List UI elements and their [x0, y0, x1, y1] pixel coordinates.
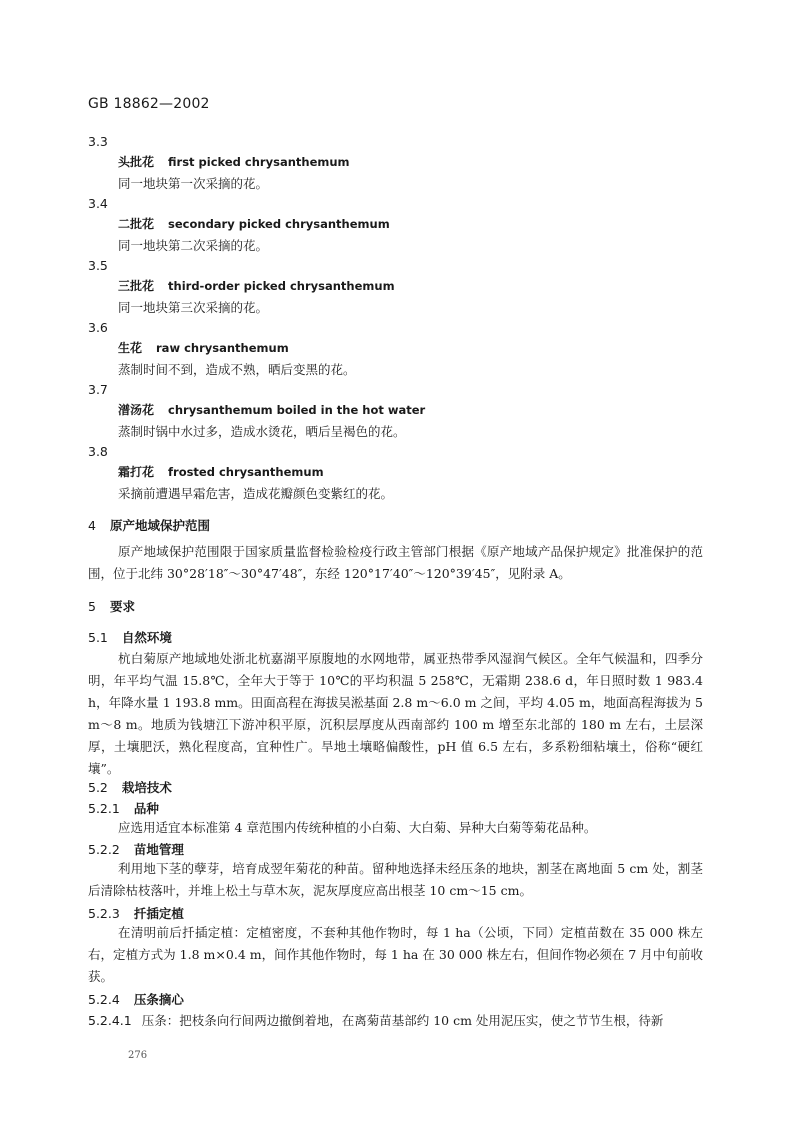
term-number: 3.6 [88, 320, 108, 335]
subsection-paragraph: 杭白菊原产地域地处浙北杭嘉湖平原腹地的水网地带，属亚热带季风湿润气候区。全年气候温和，四季分明，年平均气温 15.8℃，全年大于等于 10℃的平均积温 5 258℃，无霜期 238.6 d，年日照时数 1 983.4 h，年降水量 1 193.8 mm。田面高程在海拔吴淞基面 2.8 m～6.0 m 之间，平均 4.05 m，地面高程海拔为 5 m～8 m。地质为钱塘江下游冲积平原，沉积层厚度从西南部约 100 m 增至东北部的 180 m 左右，土层深厚，土壤肥沃，熟化程度高，宜种性广。旱地土壤略偏酸性，pH 值 6.5 左右，多系粉细粘壤土，俗称“硬红壤”。 [88, 651, 703, 776]
term-number: 3.3 [88, 134, 108, 149]
term-number: 3.5 [88, 258, 108, 273]
term-definition: 蒸制时锅中水过多，造成水烫花，晒后呈褐色的花。 [118, 424, 406, 439]
term-definition: 同一地块第二次采摘的花。 [118, 238, 269, 253]
subsection-heading [88, 990, 184, 1008]
subsection-title: 苗地管理 [133, 842, 184, 857]
term-heading [118, 463, 324, 480]
term-zh: 生花 [118, 341, 143, 355]
term-zh: 头批花 [118, 155, 155, 169]
term-en: raw chrysanthemum [156, 341, 289, 355]
term-zh: 三批花 [118, 279, 155, 293]
subsection-number: 5.1 [88, 630, 108, 645]
term-heading [118, 277, 395, 294]
section-heading [88, 516, 210, 534]
section-title: 要求 [109, 599, 135, 614]
clause-number: 5.2.4.1 [88, 1013, 132, 1028]
clause-line [88, 1010, 708, 1032]
section-paragraph: 原产地域保护范围限于国家质量监督检验检疫行政主管部门根据《原产地域产品保护规定》批准保护的范围，位于北纬 30°28′18″～30°47′48″，东经 120°17′40″～120°39′45″，见附录 A。 [88, 544, 703, 581]
term-zh: 二批花 [118, 217, 155, 231]
section-number: 4 [88, 518, 96, 533]
subsection-paragraph: 在清明前后扦插定植：定植密度，不套种其他作物时，每 1 ha（公顷，下同）定植苗数在 35 000 株左右，定植方式为 1.8 m×0.4 m，间作其他作物时，每 1 ha 在 30 000 株左右，但间作物必须在 7 月中旬前收获。 [88, 925, 703, 984]
page-number: 276 [128, 1050, 148, 1061]
term-definition: 同一地块第一次采摘的花。 [118, 176, 269, 191]
term-heading [118, 339, 289, 356]
term-definition: 采摘前遭遇早霜危害，造成花瓣颜色变紫红的花。 [118, 486, 394, 501]
subsection-paragraph: 应选用适宜本标准第 4 章范围内传统种植的小白菊、大白菊、异种大白菊等菊花品种。 [118, 820, 597, 835]
subsection-heading [88, 778, 172, 796]
subsection-number: 5.2 [88, 780, 108, 795]
subsection-heading [88, 840, 184, 858]
subsection-paragraph: 利用地下茎的孽芽，培育成翌年菊花的种苗。留种地选择未经压条的地块，割茎在离地面 5 cm 处，割茎后清除枯枝落叶，并堆上松土与草木灰，泥灰厚度应高出根茎 10 cm～15 cm。 [88, 861, 703, 898]
term-en: third-order picked chrysanthemum [168, 279, 395, 293]
term-definition: 同一地块第三次采摘的花。 [118, 300, 269, 315]
subsection-number: 5.2.4 [88, 992, 120, 1007]
term-zh: 潽汤花 [118, 403, 155, 417]
term-heading [118, 401, 425, 418]
section-heading [88, 597, 135, 615]
term-en: secondary picked chrysanthemum [168, 217, 390, 231]
subsection-title: 品种 [133, 801, 159, 816]
term-definition: 蒸制时间不到，造成不熟，晒后变黑的花。 [118, 362, 356, 377]
term-number: 3.8 [88, 444, 108, 459]
subsection-heading [88, 628, 172, 646]
subsection-title: 扦插定植 [133, 906, 184, 921]
section-title: 原产地域保护范围 [109, 518, 210, 533]
subsection-title: 压条摘心 [133, 992, 184, 1007]
subsection-heading [88, 799, 159, 817]
term-heading [118, 153, 350, 170]
term-zh: 霜打花 [118, 465, 155, 479]
subsection-title: 自然环境 [121, 630, 172, 645]
subsection-number: 5.2.1 [88, 801, 120, 816]
clause-text: 压条：把枝条向行间两边撤倒着地，在离菊苗基部约 10 cm 处用泥压实，使之节节生根，待新 [141, 1013, 664, 1028]
standard-code-header: GB 18862—2002 [88, 96, 210, 112]
subsection-number: 5.2.3 [88, 906, 120, 921]
term-en: first picked chrysanthemum [168, 155, 350, 169]
term-en: chrysanthemum boiled in the hot water [168, 403, 426, 417]
subsection-title: 栽培技术 [121, 780, 172, 795]
subsection-heading [88, 904, 184, 922]
term-number: 3.7 [88, 382, 108, 397]
term-number: 3.4 [88, 196, 108, 211]
term-en: frosted chrysanthemum [168, 465, 324, 479]
section-number: 5 [88, 599, 96, 614]
term-heading [118, 215, 390, 232]
subsection-number: 5.2.2 [88, 842, 120, 857]
